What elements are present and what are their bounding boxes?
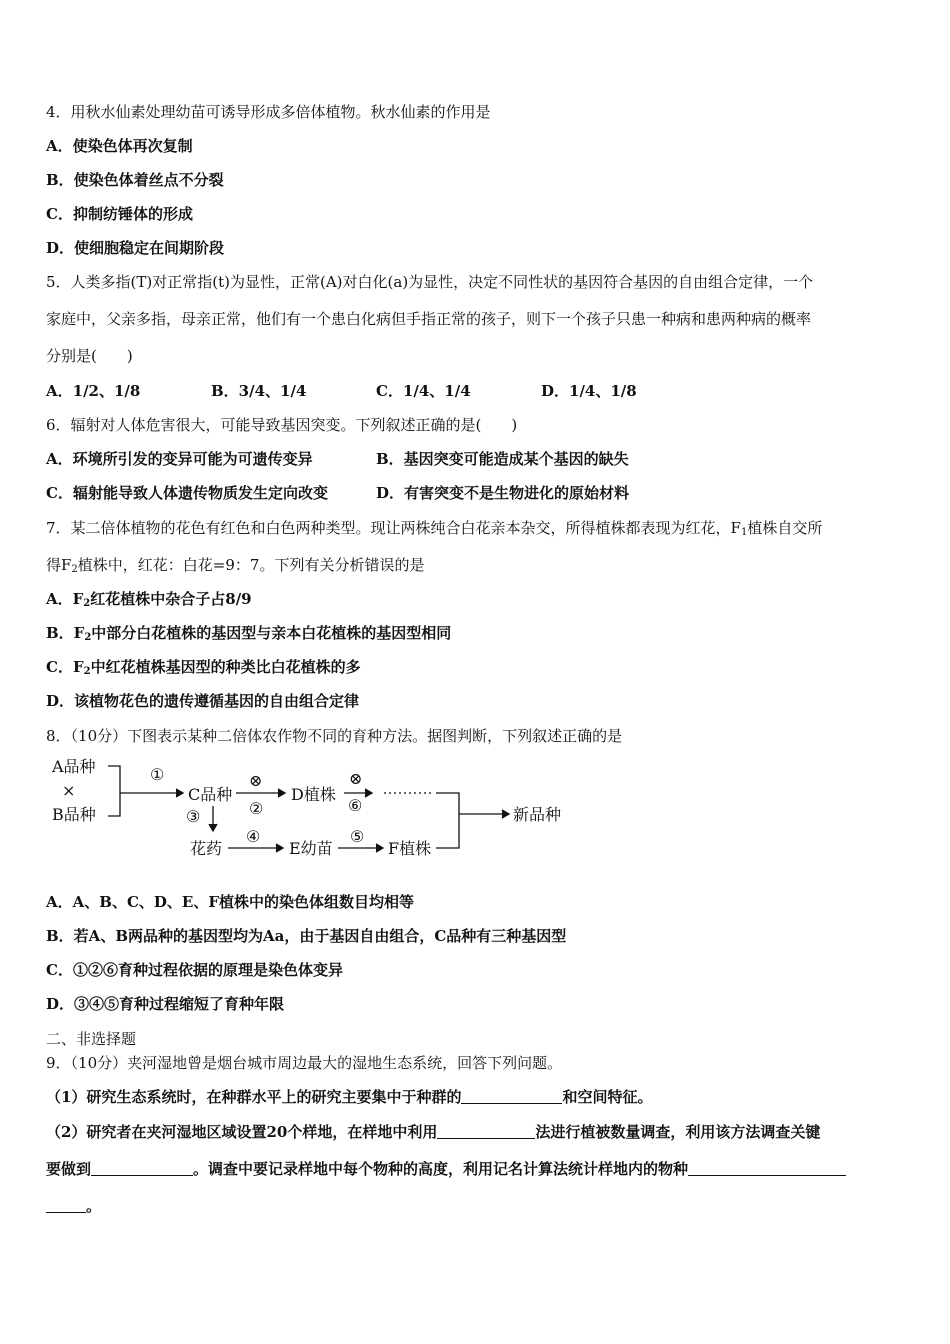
q4-option-c: C．抑制纺锤体的形成 (46, 205, 193, 223)
diagram-f-plant: F植株 (388, 839, 432, 858)
diagram-d-plant: D植株 (291, 785, 336, 804)
diagram-step-2: ② (249, 799, 264, 818)
q5-stem-line3: 分别是( ) (46, 347, 133, 365)
diagram-c-variety: C品种 (188, 785, 233, 804)
q8-stem: 8．（10分）下图表示某种二倍体农作物不同的育种方法。据图判断，下列叙述正确的是 (46, 727, 623, 745)
q9-part2-line2: 要做到 。调查中要记录样地中每个物种的高度，利用记名计算法统计样地内的物种 (46, 1159, 846, 1179)
diagram-selfing-symbol-2: ⊗ (349, 769, 363, 788)
diagram-step-6: ⑥ (348, 796, 363, 815)
q8-option-d: D．③④⑤育种过程缩短了育种年限 (46, 995, 285, 1013)
diagram-a-variety: A品种 (52, 757, 96, 776)
q5-stem-line1: 5．人类多指(T)对正常指(t)为显性，正常(A)对白化(a)为显性，决定不同性状的基因符合基因的自由组合定律，一个 (46, 273, 814, 291)
q8-option-a: A．A、B、C、D、E、F植株中的染色体组数目均相等 (46, 893, 414, 911)
q9-part2-line1: （2）研究者在夹河湿地区域设置20个样地，在样地中利用 法进行植被数量调查，利用该方法调查关键 (46, 1123, 821, 1141)
q7-stem-line1: 7．某二倍体植物的花色有红色和白色两种类型。现让两株纯合白花亲本杂交，所得植株都表现为红花，$F_1$植株自交所 (46, 519, 823, 538)
diagram-selfing-symbol-1: ⊗ (249, 771, 263, 790)
q4-option-d: D．使细胞稳定在间期阶段 (46, 239, 225, 257)
diagram-step-5: ⑤ (350, 827, 365, 846)
q9-blank-4b[interactable] (46, 1198, 86, 1213)
q7-stem-line2: 得$F_2$植株中，红花：白花=9：7。下列有关分析错误的是 (46, 556, 425, 575)
q8-option-b: B．若A、B两品种的基因型均为Aa，由于基因自由组合，C品种有三种基因型 (46, 927, 567, 945)
q6-stem: 6．辐射对人体危害很大，可能导致基因突变。下列叙述正确的是( ) (46, 416, 518, 434)
q9-blank-1[interactable] (461, 1089, 562, 1104)
q9-stem: 9．（10分）夹河湿地曾是烟台城市周边最大的湿地生态系统，回答下列问题。 (46, 1054, 563, 1072)
section-heading: 二、非选择题 (46, 1030, 137, 1048)
q7-option-a: A．$F_2$红花植株中杂合子占8/9 (46, 590, 252, 609)
diagram-step-1: ① (150, 765, 165, 784)
q7-option-b: B．$F_2$中部分白花植株的基因型与亲本白花植株的基因型相同 (46, 624, 452, 643)
q4-stem: 4．用秋水仙素处理幼苗可诱导形成多倍体植物。秋水仙素的作用是 (46, 103, 491, 121)
q5-stem-line2: 家庭中，父亲多指，母亲正常，他们有一个患白化病但手指正常的孩子，则下一个孩子只患一种病和患两种病的概率 (46, 310, 812, 328)
q8-option-c: C．①②⑥育种过程依据的原理是染色体变异 (46, 961, 343, 979)
q9-part2-line3: 。 (46, 1196, 101, 1216)
diagram-cross-symbol: × (62, 781, 76, 800)
q7-option-d: D．该植物花色的遗传遵循基因的自由组合定律 (46, 692, 360, 710)
breeding-diagram (46, 756, 586, 866)
q5-option-d: D．1/4、1/8 (541, 382, 637, 400)
q7-option-c: C．$F_2$中红花植株基因型的种类比白花植株的多 (46, 658, 361, 677)
q9-blank-2[interactable] (437, 1124, 535, 1139)
diagram-step-4: ④ (246, 827, 261, 846)
q6-option-b: B．基因突变可能造成某个基因的缺失 (376, 450, 629, 468)
diagram-step-3: ③ (186, 807, 201, 826)
q6-option-d: D．有害突变不是生物进化的原始材料 (376, 484, 630, 502)
q5-option-b: B．3/4、1/4 (211, 382, 307, 400)
q4-option-b: B．使染色体着丝点不分裂 (46, 171, 224, 189)
q5-option-a: A．1/2、1/8 (46, 382, 141, 400)
diagram-e-seedling: E幼苗 (289, 839, 333, 858)
diagram-b-variety: B品种 (52, 805, 96, 824)
diagram-pollen: 花药 (190, 839, 223, 858)
q4-option-a: A．使染色体再次复制 (46, 137, 193, 155)
q9-part1: （1）研究生态系统时，在种群水平上的研究主要集中于种群的 和空间特征。 (46, 1088, 653, 1106)
q9-blank-4a[interactable] (688, 1161, 846, 1176)
q6-option-c: C．辐射能导致人体遗传物质发生定向改变 (46, 484, 328, 502)
q9-blank-3[interactable] (91, 1161, 193, 1176)
diagram-new-variety: 新品种 (513, 805, 562, 824)
q5-option-c: C．1/4、1/4 (376, 382, 471, 400)
q6-option-a: A．环境所引发的变异可能为可遗传变异 (46, 450, 313, 468)
